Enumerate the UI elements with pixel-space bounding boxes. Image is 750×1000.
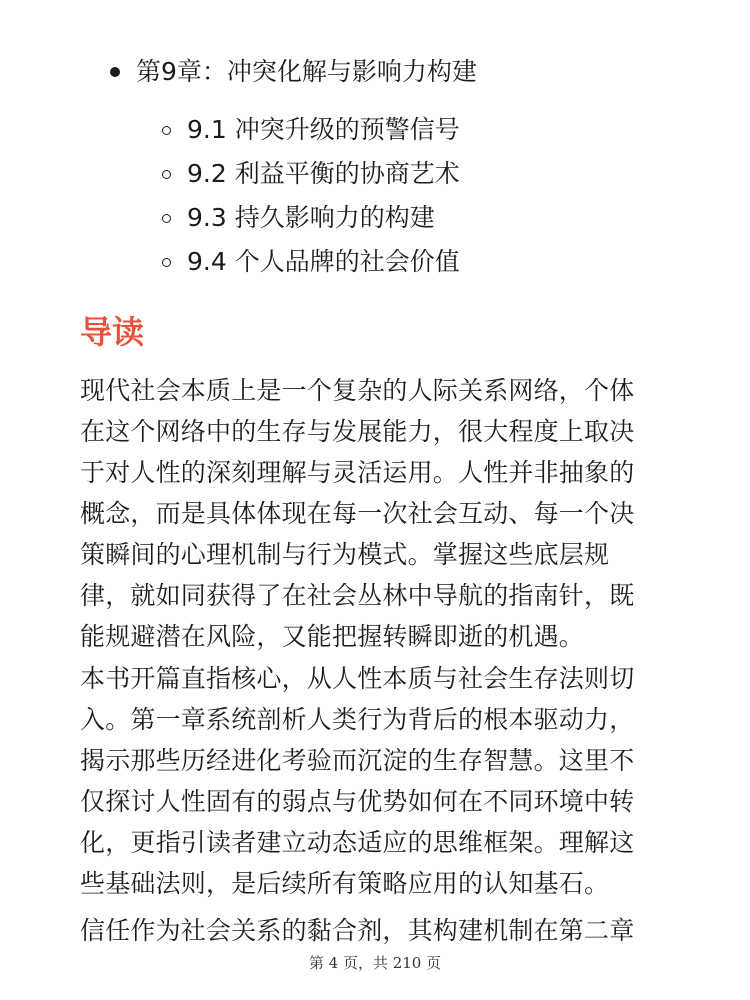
toc-section-title: 9.2 利益平衡的协商艺术 <box>187 159 460 188</box>
body-paragraph <box>80 658 672 904</box>
paragraph-line: 本书开篇直指核心，从人性本质与社会生存法则切 <box>80 664 635 693</box>
toc-section-item <box>162 152 460 196</box>
paragraph-line: 于对人性的深刻理解与灵活运用。人性并非抽象的 <box>80 458 635 487</box>
toc-section-title: 9.4 个人品牌的社会价值 <box>187 247 460 276</box>
toc-section-item <box>162 108 460 152</box>
body-paragraph <box>80 910 672 951</box>
toc-section-item <box>162 196 460 240</box>
toc-section-list <box>162 108 460 284</box>
page-number-footer: 第 4 页，共 210 页 <box>308 954 442 972</box>
paragraph-line: 入。第一章系统剖析人类行为背后的根本驱动力， <box>80 705 635 734</box>
section-heading: 导读 <box>80 313 145 351</box>
toc-chapter-title: 第9章：冲突化解与影响力构建 <box>136 57 477 86</box>
bullet-circle-icon <box>162 258 171 267</box>
bullet-circle-icon <box>162 214 171 223</box>
paragraph-line: 些基础法则，是后续所有策略应用的认知基石。 <box>80 869 610 898</box>
paragraph-line: 化，更指引读者建立动态适应的思维框架。理解这 <box>80 828 635 857</box>
body-paragraph <box>80 370 672 657</box>
paragraph-line: 仅探讨人性固有的弱点与优势如何在不同环境中转 <box>80 787 635 816</box>
bullet-circle-icon <box>162 126 171 135</box>
paragraph-line: 现代社会本质上是一个复杂的人际关系网络，个体 <box>80 376 635 405</box>
paragraph-line: 信任作为社会关系的黏合剂，其构建机制在第二章 <box>80 916 635 945</box>
bullet-circle-icon <box>162 170 171 179</box>
paragraph-line: 律，就如同获得了在社会丛林中导航的指南针，既 <box>80 581 635 610</box>
paragraph-line: 能规避潜在风险，又能把握转瞬即逝的机遇。 <box>80 622 585 651</box>
paragraph-line: 揭示那些历经进化考验而沉淀的生存智慧。这里不 <box>80 746 635 775</box>
toc-chapter-item <box>110 52 477 92</box>
bullet-disc-icon <box>110 67 120 77</box>
toc-section-item <box>162 240 460 284</box>
paragraph-line: 概念，而是具体体现在每一次社会互动、每一个决 <box>80 499 635 528</box>
paragraph-line: 在这个网络中的生存与发展能力，很大程度上取决 <box>80 417 635 446</box>
toc-section-title: 9.1 冲突升级的预警信号 <box>187 115 460 144</box>
paragraph-line: 策瞬间的心理机制与行为模式。掌握这些底层规 <box>80 540 610 569</box>
toc-section-title: 9.3 持久影响力的构建 <box>187 203 435 232</box>
